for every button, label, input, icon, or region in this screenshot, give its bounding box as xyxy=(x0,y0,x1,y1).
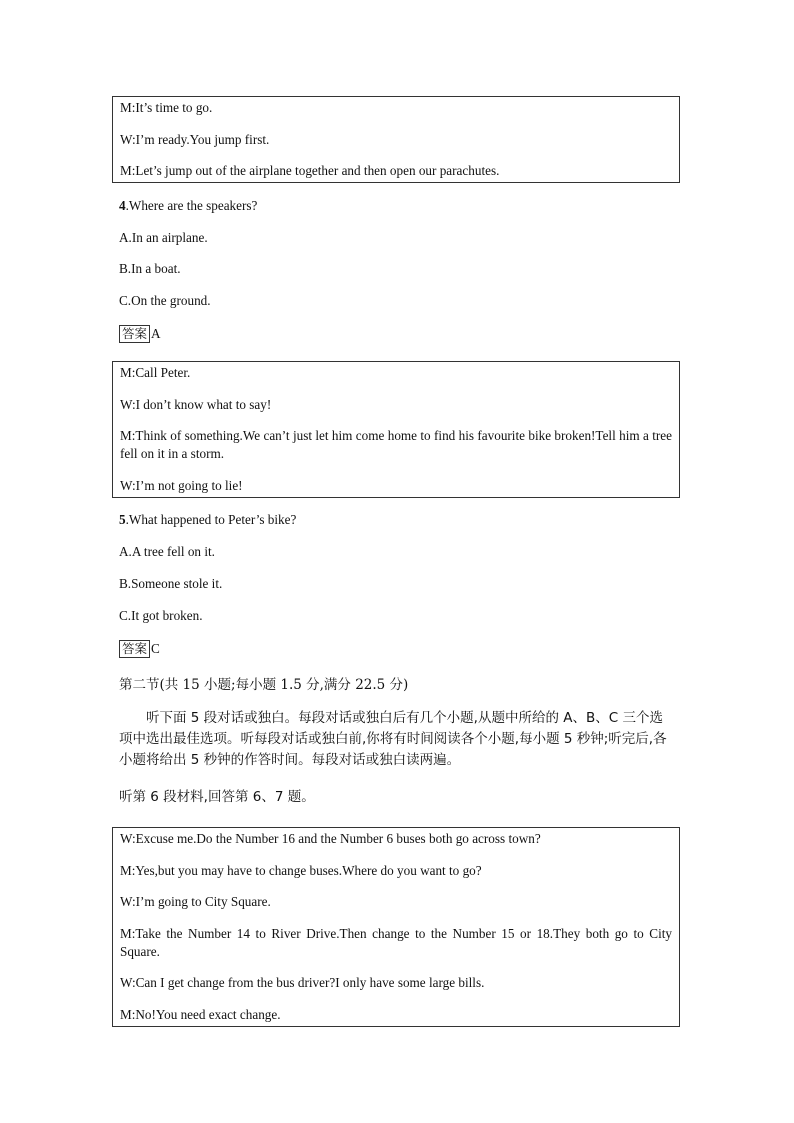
transcript-line: W:I don’t know what to say! xyxy=(120,396,272,412)
transcript-line: W:I’m going to City Square. xyxy=(120,894,271,909)
transcript-box-3 xyxy=(112,827,680,1027)
option-c: C.On the ground. xyxy=(119,293,211,308)
option-b: B.Someone stole it. xyxy=(119,576,223,591)
transcript-line: M:Take the Number 14 to River Drive.Then change to the Number 15 or 18.They both go to City Square. xyxy=(120,925,672,959)
option-c: C.It got broken. xyxy=(119,608,203,623)
answer-5 xyxy=(119,640,160,658)
transcript-line: M:Let’s jump out of the airplane together and then open our parachutes. xyxy=(120,163,500,178)
transcript-line: W:I’m not going to lie! xyxy=(120,477,243,493)
transcript-line: M:No!You need exact change. xyxy=(120,1006,281,1022)
transcript-line: M:Call Peter. xyxy=(120,365,191,380)
question-text: .Where are the speakers? xyxy=(125,198,258,213)
option-a: A.A tree fell on it. xyxy=(119,544,215,559)
question-number: 4 xyxy=(119,198,126,213)
answer-value: A xyxy=(151,326,161,341)
transcript-line: M:Yes,but you may have to change buses.Where do you want to go? xyxy=(120,862,482,878)
option-b: B.In a boat. xyxy=(119,261,181,276)
transcript-line: M:Think of something.We can’t just let him come home to find his favourite bike broken!Tell him a tree fell on it in a storm. xyxy=(120,428,672,461)
transcript-box-1 xyxy=(112,96,680,183)
question-text: .What happened to Peter’s bike? xyxy=(125,512,297,527)
option-a: A.In an airplane. xyxy=(119,230,208,245)
section-title: 第二节(共 15 小题;每小题 1.5 分,满分 22.5 分) xyxy=(119,677,409,693)
transcript-line: W:Excuse me.Do the Number 16 and the Number 6 buses both go across town? xyxy=(120,831,541,846)
transcript-box-2 xyxy=(112,361,680,498)
answer-4 xyxy=(119,325,161,343)
question-4 xyxy=(119,197,257,215)
answer-value: C xyxy=(151,641,160,656)
transcript-line: M:It’s time to go. xyxy=(120,100,213,115)
listen-note: 听第 6 段材料,回答第 6、7 题。 xyxy=(119,789,315,805)
question-5 xyxy=(119,511,296,529)
transcript-line: W:Can I get change from the bus driver?I only have some large bills. xyxy=(120,975,485,990)
answer-tag: 答案 xyxy=(119,640,150,658)
instructions-paragraph: 听下面 5 段对话或独白。每段对话或独白后有几个小题,从题中所给的 A、B、C 三个选项中选出最佳选项。听每段对话或独白前,你将有时间阅读各个小题,每小题 5 秒钟;听完后,各小题将给出 5 秒钟的作答时间。每段对话或独白读两遍。 xyxy=(119,710,667,768)
transcript-line: W:I’m ready.You jump first. xyxy=(120,131,270,147)
question-number: 5 xyxy=(119,512,126,527)
answer-tag: 答案 xyxy=(119,325,150,343)
